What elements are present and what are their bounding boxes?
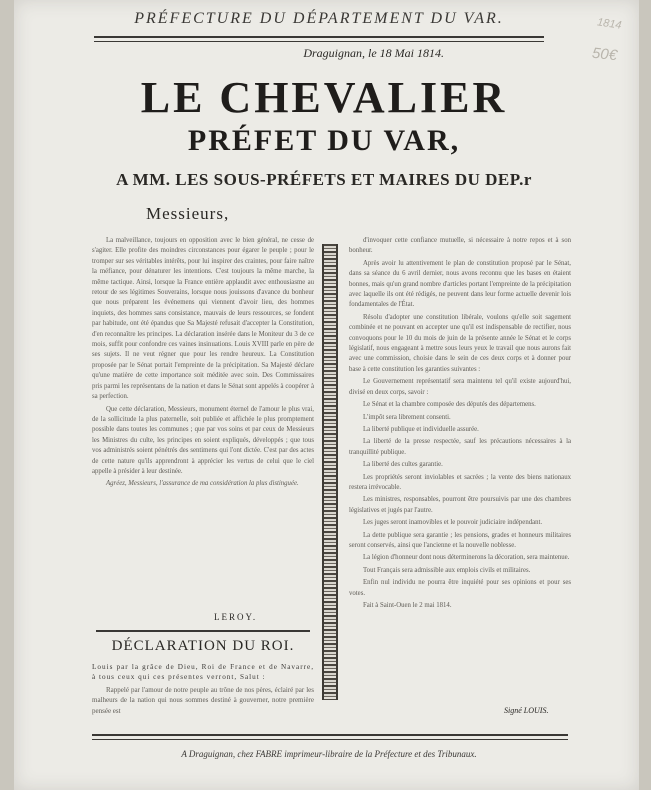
declaration-body: Rappelé par l'amour de notre peuple au trône de nos pères, éclairé par les malheurs de la nation qui nous sommes destiné à gouverner, notre première pensée est bbox=[92, 685, 314, 715]
poster-sheet bbox=[14, 0, 639, 790]
right-paragraph: Enfin nul individu ne pourra être inquiété pour ses opinions et pour ses votes. bbox=[349, 579, 571, 597]
declaration-rule bbox=[96, 630, 310, 632]
right-paragraph: Le Gouvernement représentatif sera maintenu tel qu'il existe aujourd'hui, divisé en deux corps, savoir : bbox=[349, 378, 571, 396]
royal-signature: Signé LOUIS. bbox=[504, 706, 549, 715]
declaration-opening: Louis par la grâce de Dieu, Roi de France et de Navarre, à tous ceux qui ces présentes verront, Salut : bbox=[92, 663, 314, 682]
right-paragraph: La liberté publique et individuelle assurée. bbox=[363, 425, 479, 433]
right-paragraph: La légion d'honneur dont nous déterminerons la décoration, sera maintenue. bbox=[363, 554, 570, 562]
title-line-3: A MM. LES SOUS-PRÉFETS ET MAIRES DU DEP.r bbox=[116, 170, 532, 189]
right-paragraph: Après avoir lu attentivement le plan de constitution proposé par le Sénat, dans sa séance du 6 avril dernier, nous avons reconnu que les bases en étaient bonnes, mais qu'un grand nombre d'articles portant l'empreinte de la précipitation avec laquelle ils ont été rédigés, ne peuvent dans leur forme actuelle devenir lois fondamentales de l'État. bbox=[349, 259, 571, 309]
declaration-heading: DÉCLARATION DU ROI. bbox=[111, 638, 295, 654]
right-paragraph: Fait à Saint-Ouen le 2 mai 1814. bbox=[363, 602, 452, 609]
right-paragraph: Les juges seront inamovibles et le pouvoir judiciaire indépendant. bbox=[363, 519, 543, 527]
column-divider bbox=[322, 244, 338, 700]
left-paragraph: La malveillance, toujours en opposition avec le bien général, ne cesse de s'agiter. Elle profite des moindres circonstances pour égarer le peuple ; pour le tromper sur ses véritables intérêts, pour lui inspirer des craintes, pour faire naître la méfiance, pour dénaturer les intentions. C'est toujours la même marche, la même tactique. Ainsi, lorsque la France entière applaudit avec enthousiasme au retour de ses légitimes Souverains, lorsque nous jouissons d'avance du bonheur que nous préparent les événemens qui viennent d'avoir lieu, des hommes inquiets, des hommes sans consistance, mauvais de leurs ressources, se fondent par habitude, ont été épandus que Sa Majesté refusait d'accepter la Constitution, d'en reconnaître les principes. La déclaration insérée dans le Moniteur du 3 de ce mois, suffit pour confondre ces vaines insinuations. Louis XVIII parle en père de ses sujets. Il ne veut régner que pour les rendre heureux. La Constitution proposée par le Sénat portait l'empreinte de la précipitation. Sa Majesté déclare qu'une matière de cette importance soit méditée avec soin. Des Commissaires pris parmi les représentans de la nation et dans le Sénat sont appelés à coopérer à sa perfection. bbox=[92, 237, 314, 401]
header-rule bbox=[94, 36, 544, 42]
left-column bbox=[92, 236, 314, 630]
right-paragraph: Le Sénat et la chambre composée des députés des départemens. bbox=[363, 401, 536, 409]
pencil-note-price: 50€ bbox=[591, 44, 618, 65]
closing-text: Agréez, Messieurs, l'assurance de ma considération la plus distinguée. bbox=[106, 480, 299, 488]
declaration-column bbox=[92, 662, 314, 726]
right-paragraph: L'impôt sera librement consenti. bbox=[363, 413, 451, 421]
dateline: Draguignan, le 18 Mai 1814. bbox=[303, 46, 444, 60]
prefect-signature: LEROY. bbox=[214, 612, 258, 622]
left-paragraph: Que cette déclaration, Messieurs, monument éternel de l'amour le plus vrai, de la sollicitude la plus paternelle, soit publiée et affichée le plus promptement possible dans toutes les communes ; que par vos soins et par ceux de Messieurs les Ministres du culte, les principes en soient expliqués, développés ; que tous vos administrés soient pénétrés des sentimens qui l'ont dictée. C'est par des actes de cette nature qu'ils apprendront à apprécier les vertus de celui que le ciel appelle à présider à leur destinée. bbox=[92, 405, 314, 475]
right-paragraph: Les propriétés seront inviolables et sacrées ; la vente des biens nationaux restera irrévocable. bbox=[349, 473, 571, 491]
prefecture-header: PRÉFECTURE DU DÉPARTEMENT DU VAR. bbox=[134, 10, 504, 27]
title-line-1: LE CHEVALIER bbox=[140, 73, 508, 122]
footer-rule bbox=[92, 734, 568, 740]
right-column bbox=[349, 236, 571, 706]
right-paragraph: La liberté de la presse respectée, sauf les précautions nécessaires à la tranquillité publique. bbox=[349, 438, 571, 456]
right-paragraph: Résolu d'adopter une constitution libérale, voulons qu'elle soit sagement combinée et ne pouvant en accepter une qu'il est indispensable de rectifier, nous convoquons pour le 10 du mois de juin de la présente année le Sénat et le corps législatif, nous engageant à mettre sous leurs yeux le travail que nous aurons fait avec une commission, choisie dans le sein de ces deux corps et à donner pour base à cette constitution les garanties suivantes : bbox=[349, 313, 571, 373]
right-paragraph: d'invoquer cette confiance mutuelle, si nécessaire à notre repos et à son bonheur. bbox=[349, 237, 571, 255]
title-line-2: PRÉFET DU VAR, bbox=[187, 124, 461, 157]
salutation: Messieurs, bbox=[146, 204, 230, 223]
right-paragraph: Tout Français sera admissible aux emplois civils et militaires. bbox=[363, 566, 531, 574]
right-paragraph: La dette publique sera garantie ; les pensions, grades et honneurs militaires seront conservés, ainsi que l'ancienne et la nouvelle noblesse. bbox=[349, 531, 571, 549]
right-paragraph: La liberté des cultes garantie. bbox=[363, 461, 443, 469]
printer-imprint: A Draguignan, chez FABRE imprimeur-libraire de la Préfecture et des Tribunaux. bbox=[181, 749, 477, 759]
pencil-note-year: 1814 bbox=[595, 16, 622, 32]
right-paragraph: Les ministres, responsables, pourront être poursuivis par une des chambres législatives et jugés par l'autre. bbox=[349, 496, 571, 514]
